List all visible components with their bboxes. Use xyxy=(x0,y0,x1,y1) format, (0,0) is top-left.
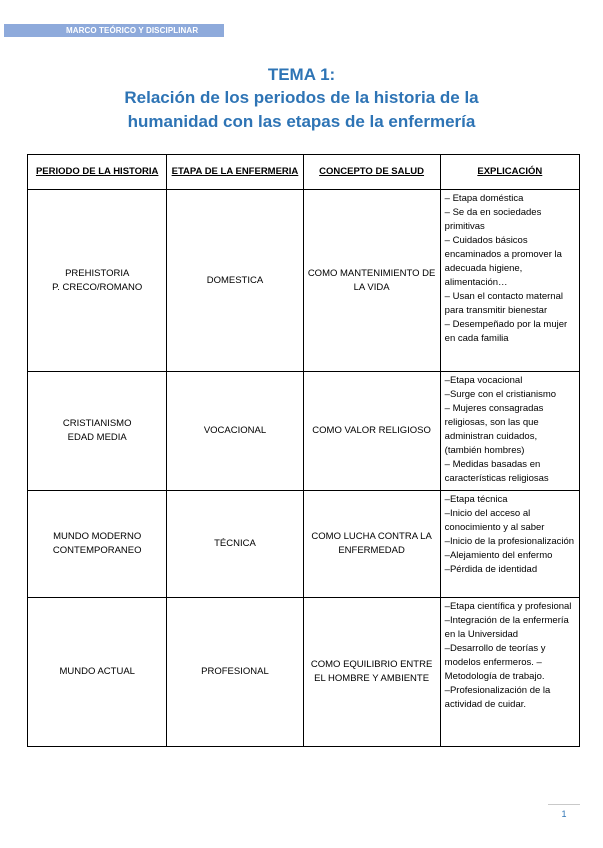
page-number: 1 xyxy=(561,809,567,819)
table-row xyxy=(28,491,580,598)
page-title xyxy=(0,64,603,134)
cell-etapa: DOMESTICA xyxy=(167,190,303,372)
explicacion-item: –Surge con el cristianismo xyxy=(444,389,557,400)
cell-etapa: PROFESIONAL xyxy=(167,598,303,747)
explicacion-item: – Se da en sociedades primitivas xyxy=(444,207,542,232)
cell-periodo: CRISTIANISMO EDAD MEDIA xyxy=(28,372,167,491)
explicacion-item: – Medidas basadas en características religiosas xyxy=(444,459,549,484)
cell-concepto: COMO LUCHA CONTRA LA ENFERMEDAD xyxy=(303,491,440,598)
cell-periodo: MUNDO MODERNO CONTEMPORANEO xyxy=(28,491,167,598)
table-body xyxy=(28,190,580,747)
header-explicacion: EXPLICACIÓN xyxy=(440,155,579,190)
cell-periodo: PREHISTORIA P. CRECO/ROMANO xyxy=(28,190,167,372)
cell-concepto: COMO MANTENIMIENTO DE LA VIDA xyxy=(303,190,440,372)
section-header-label: MARCO TEÓRICO Y DISCIPLINAR xyxy=(66,26,199,35)
cell-explicacion xyxy=(440,491,579,598)
explicacion-item: –Alejamiento del enfermo xyxy=(444,550,553,561)
title-line-1: TEMA 1: xyxy=(267,65,336,84)
explicacion-item: –Integración de la enfermería en la Universidad xyxy=(444,615,569,640)
explicacion-item: –Pérdida de identidad xyxy=(444,564,538,575)
cell-periodo: MUNDO ACTUAL xyxy=(28,598,167,747)
header-periodo: PERIODO DE LA HISTORIA xyxy=(28,155,167,190)
explicacion-item: – Usan el contacto maternal para transmitir bienestar xyxy=(444,291,563,316)
table-row xyxy=(28,372,580,491)
explicacion-item: –Etapa vocacional xyxy=(444,375,523,386)
footer-divider xyxy=(548,804,580,805)
header-concepto: CONCEPTO DE SALUD xyxy=(303,155,440,190)
explicacion-item: – Mujeres consagradas religiosas, son las que administran cuidados, (también hombres) xyxy=(444,403,544,456)
explicacion-item: – Desempeñado por la mujer en cada familia xyxy=(444,319,568,344)
title-line-2: Relación de los periodos de la historia de la humanidad con las etapas de la enfermería xyxy=(124,88,479,131)
table-row xyxy=(28,190,580,372)
cell-concepto: COMO EQUILIBRIO ENTRE EL HOMBRE Y AMBIENTE xyxy=(303,598,440,747)
explicacion-item: –Profesionalización de la actividad de cuidar. xyxy=(444,685,551,710)
cell-etapa: TÉCNICA xyxy=(167,491,303,598)
explicacion-item: –Etapa científica y profesional xyxy=(444,601,572,612)
explicacion-item: –Inicio de la profesionalización xyxy=(444,536,575,547)
cell-explicacion xyxy=(440,372,579,491)
cell-etapa: VOCACIONAL xyxy=(167,372,303,491)
cell-explicacion xyxy=(440,598,579,747)
explicacion-item: –Desarrollo de teorías y modelos enfermeros. – Metodología de trabajo. xyxy=(444,643,546,682)
table-row xyxy=(28,598,580,747)
section-header-band xyxy=(4,24,224,37)
history-nursing-table xyxy=(27,154,580,747)
explicacion-item: – Etapa doméstica xyxy=(444,193,524,204)
explicacion-item: –Inicio del acceso al conocimiento y al saber xyxy=(444,508,545,533)
table-header-row xyxy=(28,155,580,190)
header-etapa: ETAPA DE LA ENFERMERIA xyxy=(167,155,303,190)
explicacion-item: –Etapa técnica xyxy=(444,494,508,505)
cell-explicacion xyxy=(440,190,579,372)
cell-concepto: COMO VALOR RELIGIOSO xyxy=(303,372,440,491)
explicacion-item: – Cuidados básicos encaminados a promover la adecuada higiene, alimentación… xyxy=(444,235,562,288)
